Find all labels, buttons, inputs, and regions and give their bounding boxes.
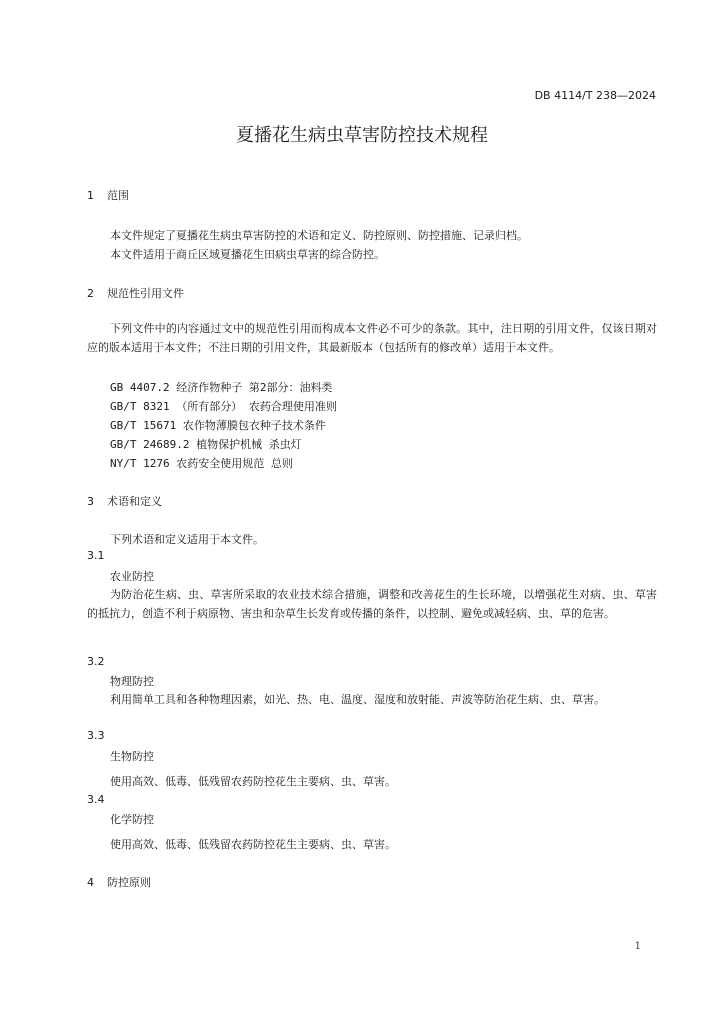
section-title: 规范性引用文件 [107,287,184,300]
page-number: 1 [634,941,641,952]
term-number: 3.2 [87,655,105,668]
standard-number: DB 4114/T 238—2024 [534,89,656,102]
term-number: 3.3 [87,729,105,742]
reference-item: GB/T 15671 农作物薄膜包衣种子技术条件 [110,419,326,432]
scope-paragraph-1: 本文件规定了夏播花生病虫草害防控的术语和定义、防控原则、防控措施、记录归档。 [110,229,528,242]
section-title: 范围 [107,189,129,202]
term-name: 生物防控 [110,750,154,763]
term-name: 物理防控 [110,675,154,688]
section-number: 4 [87,876,94,889]
reference-item: GB/T 24689.2 植物保护机械 杀虫灯 [110,438,302,451]
scope-paragraph-2: 本文件适用于商丘区域夏播花生田病虫草害的综合防控。 [110,248,385,261]
section-heading-3 [87,493,162,509]
section-title: 防控原则 [107,876,151,889]
term-definition: 使用高效、低毒、低残留农药防控花生主要病、虫、草害。 [110,838,396,851]
section-heading-1 [87,187,129,203]
term-definition: 为防治花生病、虫、草害所采取的农业技术综合措施，调整和改善花生的生长环境，以增强花生对病、虫、草害的抵抗力，创造不利于病原物、害虫和杂草生长发育或传播的条件，以控制、避免或减轻病、虫、草的危害。 [87,588,657,620]
term-number: 3.1 [87,549,105,562]
normative-intro: 下列文件中的内容通过文中的规范性引用而构成本文件必不可少的条款。其中，注日期的引用文件，仅该日期对应的版本适用于本文件；不注日期的引用文件，其最新版本（包括所有的修改单）适用于本文件。 [87,322,657,354]
reference-item: NY/T 1276 农药安全使用规范 总则 [110,457,293,470]
section-number: 1 [87,189,94,202]
term-definition: 利用简单工具和各种物理因素，如光、热、电、温度、湿度和放射能、声波等防治花生病、虫、草害。 [110,693,605,706]
term-definition: 使用高效、低毒、低残留农药防控花生主要病、虫、草害。 [110,775,396,788]
section-title: 术语和定义 [107,495,162,508]
section-heading-2 [87,285,184,301]
reference-item: GB 4407.2 经济作物种子 第2部分：油料类 [110,381,333,394]
section-heading-4 [87,874,151,890]
reference-item: GB/T 8321 （所有部分） 农药合理使用准则 [110,400,337,413]
section-number: 3 [87,495,94,508]
terms-intro: 下列术语和定义适用于本文件。 [110,533,264,546]
document-title: 夏播花生病虫草害防控技术规程 [236,125,488,146]
term-name: 化学防控 [110,813,154,826]
term-number: 3.4 [87,793,105,806]
term-name: 农业防控 [110,570,154,583]
section-number: 2 [87,287,94,300]
